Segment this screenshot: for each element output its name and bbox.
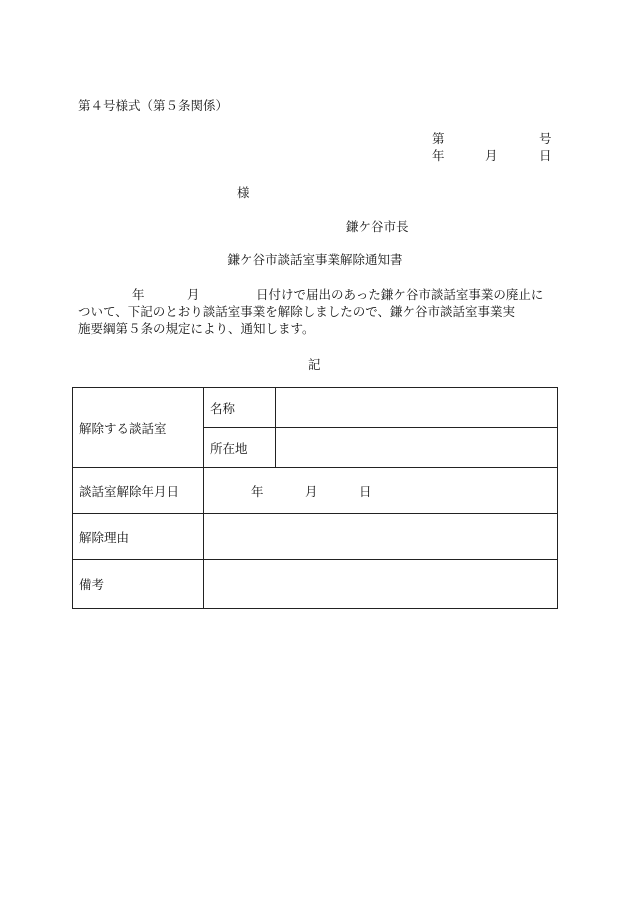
name-value xyxy=(276,388,558,428)
details-table xyxy=(72,387,558,609)
addressee-suffix: 様 xyxy=(237,185,250,200)
table-row xyxy=(73,388,558,428)
reason-label: 解除理由 xyxy=(73,514,204,560)
table-row xyxy=(73,560,558,609)
table-row xyxy=(73,468,558,514)
body-line-1-rest: 日付けで届出のあった鎌ケ谷市談話室事業の廃止に xyxy=(256,287,544,302)
document-number-suffix: 号 xyxy=(539,131,552,146)
body-line-1 xyxy=(78,286,554,303)
document-date-month: 月 xyxy=(485,148,498,163)
body-month: 月 xyxy=(187,287,200,302)
document-title: 鎌ケ谷市談話室事業解除通知書 xyxy=(227,252,403,267)
reason-value xyxy=(204,514,558,560)
ki-heading: 記 xyxy=(308,357,321,372)
body-year: 年 xyxy=(132,287,145,302)
issuer-name: 鎌ケ谷市長 xyxy=(346,219,409,234)
location-value xyxy=(276,428,558,468)
body-paragraph xyxy=(78,286,554,337)
name-label: 名称 xyxy=(204,388,276,428)
document-date-row xyxy=(432,147,550,164)
remarks-value xyxy=(204,560,558,609)
document-date-day: 日 xyxy=(539,148,552,163)
table-row xyxy=(73,514,558,560)
document-number-prefix: 第 xyxy=(432,131,445,146)
remarks-label: 備考 xyxy=(73,560,204,609)
date-label: 談話室解除年月日 xyxy=(73,468,204,514)
date-value xyxy=(204,468,558,514)
document-date-year: 年 xyxy=(432,148,445,163)
document-number-row xyxy=(432,130,550,147)
body-line-3: 施要綱第５条の規定により、通知します。 xyxy=(78,321,315,336)
date-month: 月 xyxy=(305,483,318,499)
document-number-block xyxy=(432,130,550,164)
form-number-label: 第４号様式（第５条関係） xyxy=(78,98,229,113)
date-day: 日 xyxy=(359,483,372,499)
date-year: 年 xyxy=(251,483,264,499)
body-line-2: ついて、下記のとおり談話室事業を解除しましたので、鎌ケ谷市談話室事業実 xyxy=(78,304,516,319)
room-label: 解除する談話室 xyxy=(73,388,204,468)
location-label: 所在地 xyxy=(204,428,276,468)
